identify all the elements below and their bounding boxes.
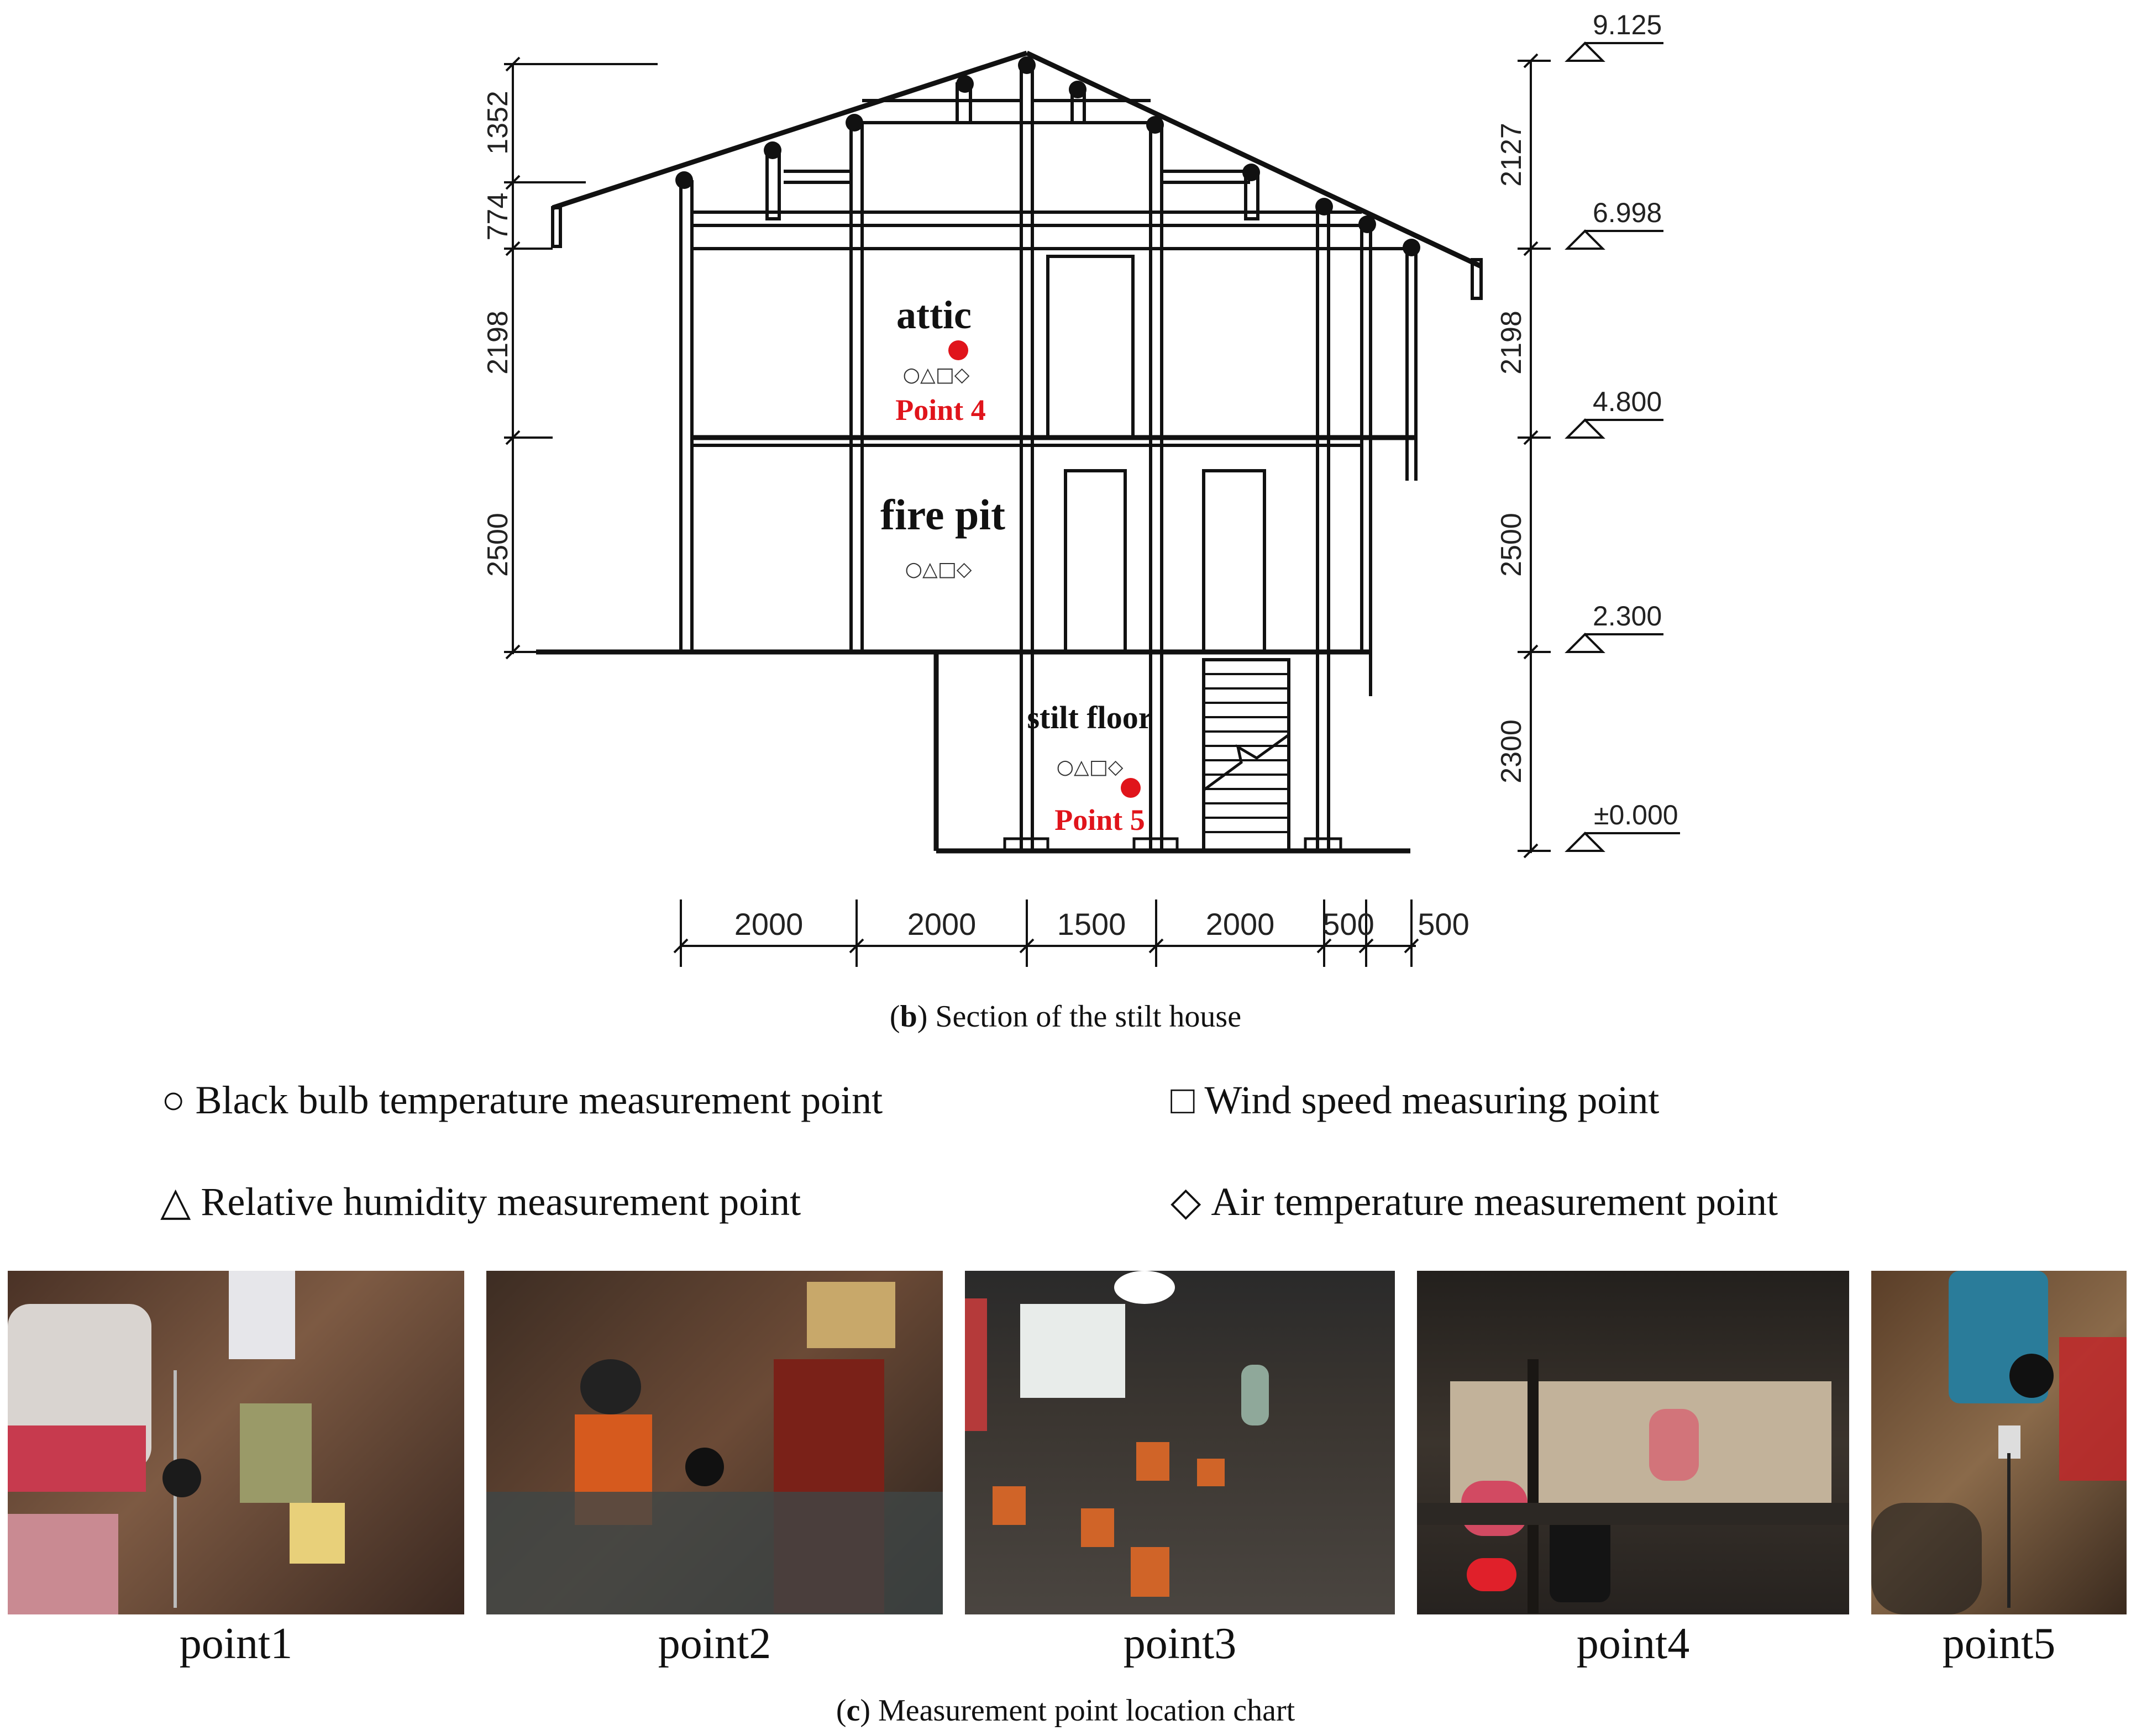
photo-label-point3: point3: [1123, 1619, 1237, 1668]
left-dim-3: 2198: [482, 311, 514, 375]
legend-black-bulb: [161, 1077, 883, 1123]
caption-c-letter: c: [846, 1693, 860, 1728]
fire-pit-label: fire pit: [880, 491, 1006, 539]
elevation-1: 9.125: [1593, 9, 1662, 40]
stilt-floor-symbols: ○△□◇: [1056, 756, 1124, 778]
photo-label-point5: point5: [1942, 1619, 2056, 1668]
caption-b: (b) Section of the stilt house: [889, 999, 1242, 1034]
caption-c-text: ) Measurement point location chart: [860, 1693, 1295, 1728]
photo-point1: [8, 1271, 464, 1614]
bottom-dim-1: 2000: [734, 907, 804, 941]
point4-label: Point 4: [895, 393, 986, 427]
point5-label: Point 5: [1054, 803, 1145, 837]
attic-door: [1048, 256, 1133, 438]
attic-symbols: ○△□◇: [902, 364, 970, 386]
fire-pit-door-right: [1204, 471, 1264, 652]
photo-point3: [965, 1271, 1395, 1614]
photo-label-point2: point2: [658, 1619, 771, 1668]
elevation-3: 4.800: [1593, 386, 1662, 417]
bottom-dim-3: 1500: [1057, 907, 1126, 941]
caption-b-text: ) Section of the stilt house: [917, 999, 1242, 1034]
elevation-5: ±0.000: [1594, 799, 1678, 830]
point5-marker: [1121, 778, 1141, 798]
left-dimension-chain: [504, 57, 658, 659]
stilt-floor-label: stilt floor: [1027, 699, 1153, 735]
right-dim-3: 2500: [1495, 513, 1528, 577]
left-dim-2: 774: [482, 192, 514, 241]
photo-point2: [486, 1271, 943, 1614]
triangle-icon: △: [160, 1180, 191, 1224]
left-dim-4: 2500: [482, 513, 514, 577]
photo-point4: [1417, 1271, 1849, 1614]
photo-label-point1: point1: [179, 1619, 293, 1668]
circle-icon: ○: [161, 1078, 186, 1122]
right-dim-1: 2127: [1495, 123, 1528, 187]
bottom-dim-6: 500: [1418, 907, 1469, 941]
caption-c: (c) Measurement point location chart: [836, 1693, 1295, 1728]
point4-marker: [948, 340, 968, 360]
caption-b-letter: b: [900, 999, 917, 1034]
legend-wind-speed: [1171, 1077, 1659, 1123]
diamond-icon: ◇: [1171, 1180, 1201, 1224]
elevation-markers: [1567, 43, 1680, 851]
photo-label-point4: point4: [1576, 1619, 1690, 1668]
fire-pit-door-left: [1066, 471, 1125, 652]
square-icon: □: [1171, 1078, 1195, 1122]
bottom-dim-2: 2000: [907, 907, 977, 941]
legend-humidity-text: Relative humidity measurement point: [201, 1180, 801, 1224]
left-dim-1: 1352: [482, 91, 514, 155]
bottom-dim-5: 500: [1322, 907, 1374, 941]
legend-wind-speed-text: Wind speed measuring point: [1204, 1078, 1660, 1122]
elevation-2: 6.998: [1593, 197, 1662, 228]
roof-right-slope: [1027, 53, 1481, 266]
photo-point5: [1871, 1271, 2127, 1614]
right-dim-4: 2300: [1495, 719, 1528, 783]
fire-pit-symbols: ○△□◇: [905, 558, 972, 581]
bottom-dim-4: 2000: [1205, 907, 1275, 941]
legend-humidity: [160, 1178, 801, 1225]
legend-black-bulb-text: Black bulb temperature measurement point: [195, 1078, 883, 1122]
legend-air-temp-text: Air temperature measurement point: [1211, 1180, 1778, 1224]
left-eave: [553, 208, 560, 246]
attic-label: attic: [896, 293, 972, 337]
right-dim-2: 2198: [1495, 311, 1528, 375]
elevation-4: 2.300: [1593, 601, 1662, 632]
roof-left-slope: [553, 53, 1027, 208]
legend-air-temp: [1171, 1178, 1778, 1225]
